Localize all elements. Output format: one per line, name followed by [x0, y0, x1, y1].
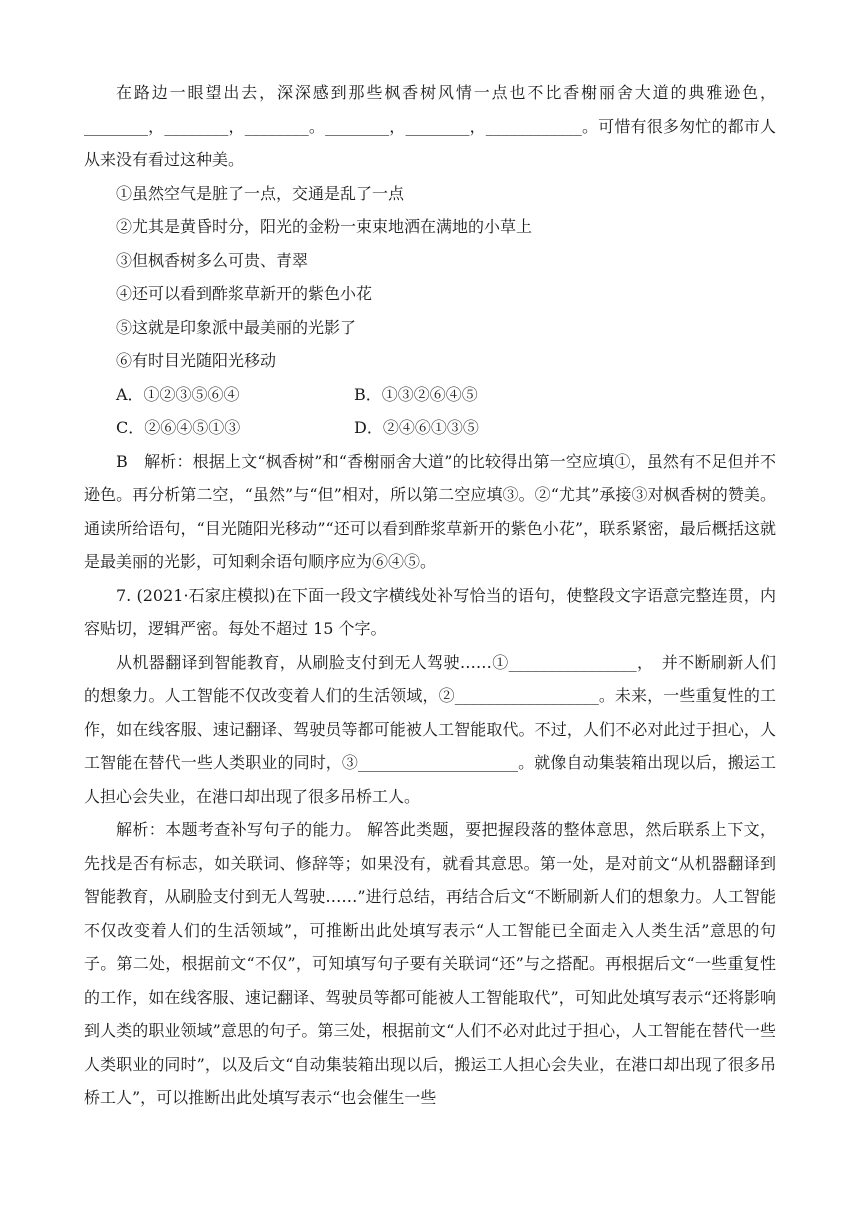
q6-item-1: ①虽然空气是脏了一点，交通是乱了一点	[116, 183, 405, 203]
q6-item-4: ④还可以看到酢浆草新开的紫色小花	[116, 284, 373, 303]
q6-item-2: ②尤其是黄昏时分，阳光的金粉一束束地洒在满地的小草上	[116, 217, 533, 236]
choice-b: B．①③②⑥④⑤	[354, 384, 478, 404]
q6-item-5: ⑤这就是印象派中最美丽的光影了	[116, 317, 357, 337]
q6-answer-analysis: B 解析：根据上文“枫香树”和“香榭丽舍大道”的比较得出第一空应填①，虽然有不足但并不逊色。再分析第二空，“虽然”与“但”相对，所以第二空应填③。②“尤其”承接③对枫香树的赞美。通读所给语句，“目光随阳光移动”“还可以看到酢浆草新开的紫色小花”，联系紧密，最后概括这就是最美丽的光影，可知剩余语句顺序应为⑥④⑤。	[84, 451, 776, 571]
q6-passage: 在路边一眼望出去，深深感到那些枫香树风情一点也不比香榭丽舍大道的典雅逊色，________，________，________。________，________，____________。可惜有很多匆忙的都市人从来没有看过这种美。	[84, 83, 776, 169]
q6-choices-row-2	[84, 411, 776, 445]
q6-choices-row-1	[84, 378, 776, 412]
choice-d: D．②④⑥①③⑤	[354, 418, 479, 437]
page-content	[84, 76, 776, 1115]
q6-item-6: ⑥有时目光随阳光移动	[116, 351, 277, 370]
q7-analysis: 解析：本题考查补写句子的能力。 解答此类题，要把握段落的整体意思，然后联系上下文，先找是否有标志，如关联词、修辞等；如果没有，就看其意思。第一处，是对前文“从机器翻译到智能教育，从刷脸支付到无人驾驶……”进行总结，再结合后文“不断刷新人们的想象力。人工智能不仅改变着人们的生活领域”，可推断出此处填写表示“人工智能已全面走入人类生活”意思的句子。第二处，根据前文“不仅”，可知填写句子要有关联词“还”与之搭配。再根据后文“一些重复性的工作，如在线客服、速记翻译、驾驶员等都可能被人工智能取代”，可知此处填写表示“还将影响到人类的职业领域”意思的句子。第三处，根据前文“人们不必对此过于担心，人工智能在替代一些人类职业的同时”，以及后文“自动集装箱出现以后，搬运工人担心会失业，在港口却出现了很多吊桥工人”，可以推断出此处填写表示“也会催生一些	[84, 820, 776, 1107]
q6-item-3: ③但枫香树多么可贵、青翠	[116, 250, 309, 270]
q7-stem: 7. (2021·石家庄模拟)在下面一段文字横线处补写恰当的语句，使整段文字语意完整连贯，内容贴切，逻辑严密。每处不超过 15 个字。	[84, 585, 776, 638]
q6-items	[84, 177, 776, 378]
choice-a: A．①②③⑤⑥④	[116, 384, 240, 404]
choice-c: C．②⑥④⑤①③	[116, 418, 241, 437]
q7-passage: 从机器翻译到智能教育，从刷脸支付到无人驾驶……①________________， 并不断刷新人们的想象力。人工智能不仅改变着人们的生活领域，②__________________。未来，一些重复性的工作，如在线客服、速记翻译、驾驶员等都可能被人工智能取代。不过，人们不必对此过于担心，人工智能在替代一些人类职业的同时，③____________________。就像自动集装箱出现以后，搬运工人担心会失业，在港口却出现了很多吊桥工人。	[84, 652, 776, 806]
